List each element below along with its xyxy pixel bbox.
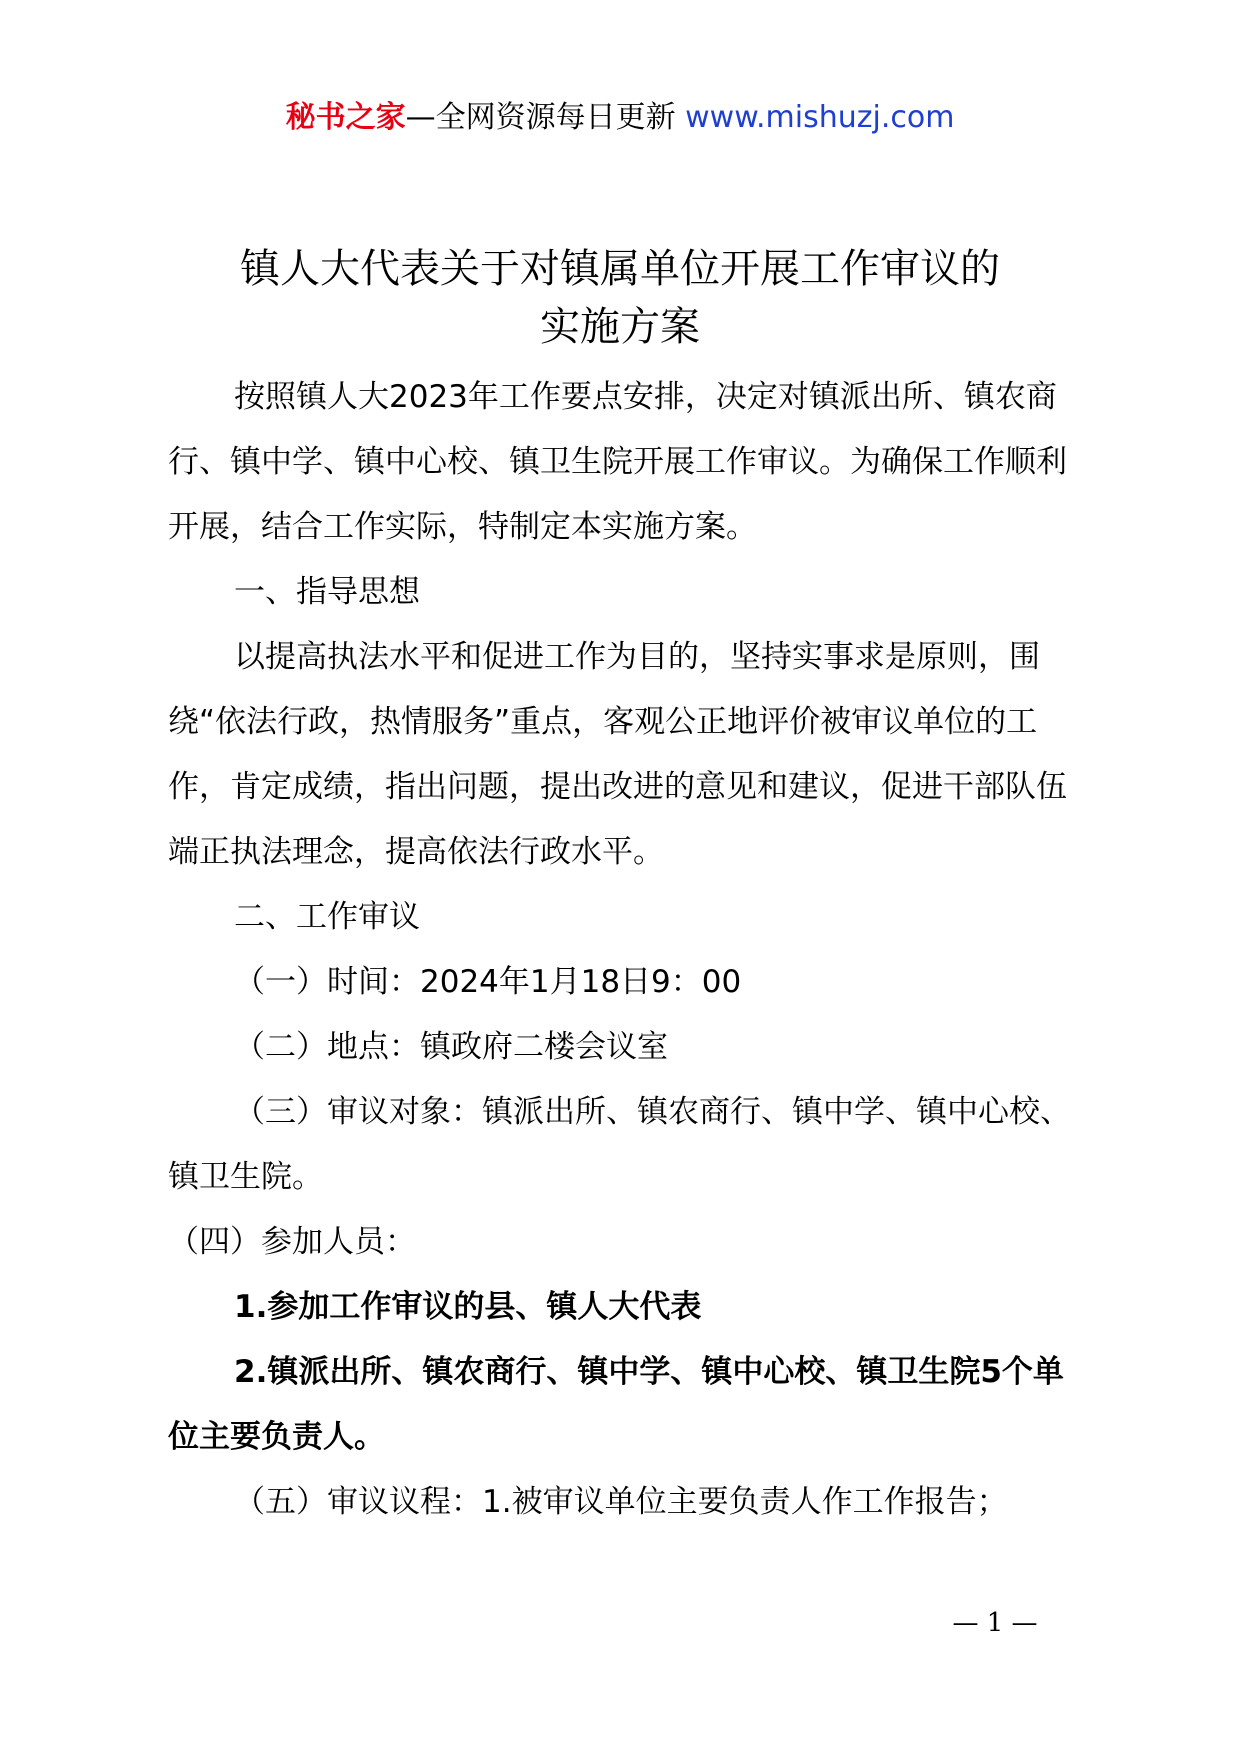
participants-sub-item-1: 1.参加工作审议的县、镇人大代表: [234, 1289, 702, 1325]
site-header: [0, 98, 1240, 138]
section-heading-guiding-thought: 一、指导思想: [234, 574, 420, 610]
title-line-2: 实施方案: [540, 304, 700, 350]
guiding-thought-paragraph: 以提高执法水平和促进工作为目的，坚持实事求是原则，围绕“依法行政，热情服务”重点，客观公正地评价被审议单位的工作，肯定成绩，指出问题，提出改进的意见和建议，促进干部队伍端正执法理念，提高依法行政水平。: [168, 639, 1067, 870]
document-title: [0, 240, 1240, 356]
document-body: [168, 365, 1088, 1535]
review-time-item: （一）时间：2024年1月18日9：00: [234, 964, 742, 1000]
header-url-link[interactable]: www.mishuzj.com: [685, 100, 955, 135]
section-heading-work-review: 二、工作审议: [234, 899, 420, 935]
review-targets-item: （三）审议对象：镇派出所、镇农商行、镇中学、镇中心校、镇卫生院。: [168, 1094, 1071, 1195]
intro-paragraph: 按照镇人大2023年工作要点安排，决定对镇派出所、镇农商行、镇中学、镇中心校、镇卫生院开展工作审议。为确保工作顺利开展，结合工作实际，特制定本实施方案。: [168, 379, 1067, 545]
review-location-item: （二）地点：镇政府二楼会议室: [234, 1029, 668, 1065]
participants-sub-item-2: 2.镇派出所、镇农商行、镇中学、镇中心校、镇卫生院5个单位主要负责人。: [168, 1354, 1064, 1455]
participants-item: （四）参加人员：: [168, 1224, 416, 1260]
header-slogan: —全网资源每日更新: [405, 100, 686, 135]
brand-name: 秘书之家: [285, 100, 406, 135]
page-number: — 1 —: [952, 1608, 1038, 1638]
review-agenda-item: （五）审议议程：1.被审议单位主要负责人作工作报告；: [234, 1484, 1008, 1520]
title-line-1: 镇人大代表关于对镇属单位开展工作审议的: [240, 246, 1000, 292]
